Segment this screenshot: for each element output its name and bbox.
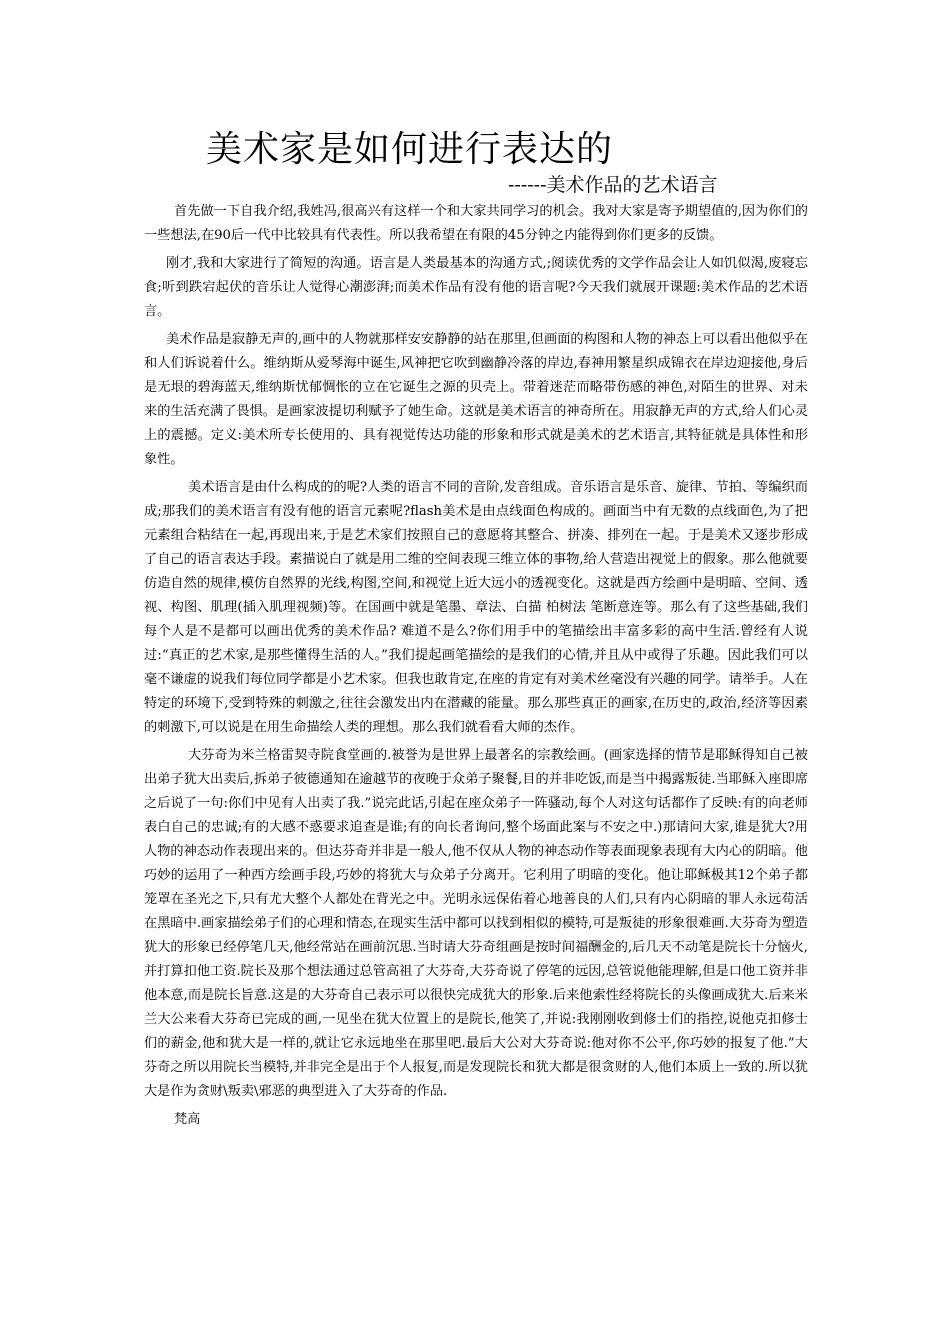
document-body (144, 200, 808, 1136)
paragraph-venus: 美术作品是寂静无声的,画中的人物就那样安安静静的站在那里,但画面的构图和人物的神态上可以看出他似乎在和人们诉说着什么。维纳斯从爱琴海中诞生,风神把它吹到幽静冷落的岸边,春神用繁星织成锦衣在岸边迎接他,身后是无垠的碧海蓝天,维纳斯忧郁惆怅的立在它诞生之源的贝壳上。带着迷茫而略带伤感的神色,对陌生的世界、对未来的生活充满了畏惧。是画家波提切利赋予了她生命。这就是美术语言的神奇所在。用寂静无声的方式,给人们心灵上的震撼。定义:美术所专长使用的、具有视觉传达功能的形象和形式就是美术的艺术语言,其特征就是具体性和形象性。 (144, 332, 808, 467)
document-subtitle: ------美术作品的艺术语言 (508, 174, 718, 196)
paragraph-last-supper: 大芬奇为米兰格雷契寺院食堂画的.被誉为是世界上最著名的宗教绘画。(画家选择的情节是耶稣得知自己被出弟子犹大出卖后,拆弟子彼德通知在逾越节的夜晚于众弟子聚餐,目的并非吃饭,而是当中揭露叛徒.当耶稣入座即席之后说了一句:你们中见有人出卖了我.”说完此话,引起在座众弟子一阵骚动,每个人对这句话都作了反映:有的向老师表白自己的忠诚;有的大感不惑要求追查是谁;有的向长者询问,整个场面此案与不安之中.)那请问大家,谁是犹大?用人物的神态动作表现出来的。但达芬奇并非是一般人,他不仅从人物的神态动作等表面现象表现有大内心的阴暗。他巧妙的运用了一种西方绘画手段,巧妙的将犹大与众弟子分离开。它利用了明暗的变化。他让耶稣极其12个弟子都笼罩在圣光之下,只有尤大整个人都处在背光之中。光明永远保佑着心地善良的人们,只有内心阴暗的罪人永远苟活在黑暗中.画家描绘弟子们的心理和情态,在现实生活中都可以找到相似的模特,可是叛徒的形象很难画.大芬奇为塑造犹大的形象已经停笔几天,他经常站在画前沉思.当时请大芬奇组画是按时间福酬金的,后几天不动笔是院长十分恼火,并打算扣他工资.院长及那个想法通过总管高祖了大芬奇,大芬奇说了停笔的远因,总管说他能理解,但是口他工资并非他本意,而是院长旨意.这是的大芬奇自己表示可以很快完成犹大的形象.后来他索性经将院长的头像画成犹大.后来米兰大公来看大芬奇已完成的画,一见坐在犹大位置上的是院长,他笑了,并说:我刚刚收到修士们的指控,说他克扣修士们的薪金,他和犹大是一样的,就让它永远地坐在那里吧.最后大公对大芬奇说:他对你不公平,你巧妙的报复了他.”大芬奇之所以用院长当模特,并非完全是出于个人报复,而是发现院长和犹大都是很贪财的人,他们本质上一致的.所以犹大是作为贪财\叛卖\邪恶的典型进入了大芬奇的作品. (144, 748, 808, 1099)
closing-heading: 梵高 (174, 1112, 201, 1127)
paragraph-elements: 美术语言是由什么构成的的呢?人类的语言不同的音阶,发音组成。音乐语言是乐音、旋律、节拍、等编织而成;那我们的美术语言有没有他的语言元素呢?flash美术是由点线面色构成的。画面当中有无数的点线面色,为了把元素组合粘结在一起,再现出来,于是艺术家们按照自己的意愿将其整合、拼凑、排列在一起。于是美术又逐步形成了自己的语言表达手段。素描说白了就是用二维的空间表现三维立体的事物,给人营造出视觉上的假象。那么他就要仿造自然的规律,模仿自然界的光线,构图,空间,和视觉上近大远小的透视变化。这就是西方绘画中是明暗、空间、透视、构图、肌理(插入肌理视频)等。在国画中就是笔墨、章法、白描 柏树法 笔断意连等。那么有了这些基础,我们每个人是不是都可以画出优秀的美术作品? 难道不是么?你们用手中的笔描绘出丰富多彩的高中生活.曾经有人说过:“真正的艺术家,是那些懂得生活的人。”我们提起画笔描绘的是我们的心情,并且从中或得了乐趣。因此我们可以毫不谦虚的说我们每位同学都是小艺术家。但我也敢肯定,在座的肯定有对美术丝毫没有兴趣的同学。请举手。人在特定的环境下,受到特殊的刺激之,往往会激发出内在潜藏的能量。那么那些真正的画家,在历史的,政治,经济等因素的刺激下,可以说是在用生命描绘人类的理想。那么我们就看看大师的杰作。 (144, 480, 808, 735)
paragraph-introduction: 首先做一下自我介绍,我姓冯,很高兴有这样一个和大家共同学习的机会。我对大家是寄予期望值的,因为你们的一些想法,在90后一代中比较具有代表性。所以我希望在有限的45分钟之内能得到你们更多的反馈。 (144, 204, 808, 243)
document-title: 美术家是如何进行表达的 (206, 129, 614, 170)
paragraph-language: 刚才,我和大家进行了简短的沟通。语言是人类最基本的沟通方式,;阅读优秀的文学作品会让人如饥似渴,废寝忘食;听到跌宕起伏的音乐让人觉得心潮澎湃;而美术作品有没有他的语言呢?今天我们就展开课题:美术作品的艺术语言。 (144, 256, 808, 319)
